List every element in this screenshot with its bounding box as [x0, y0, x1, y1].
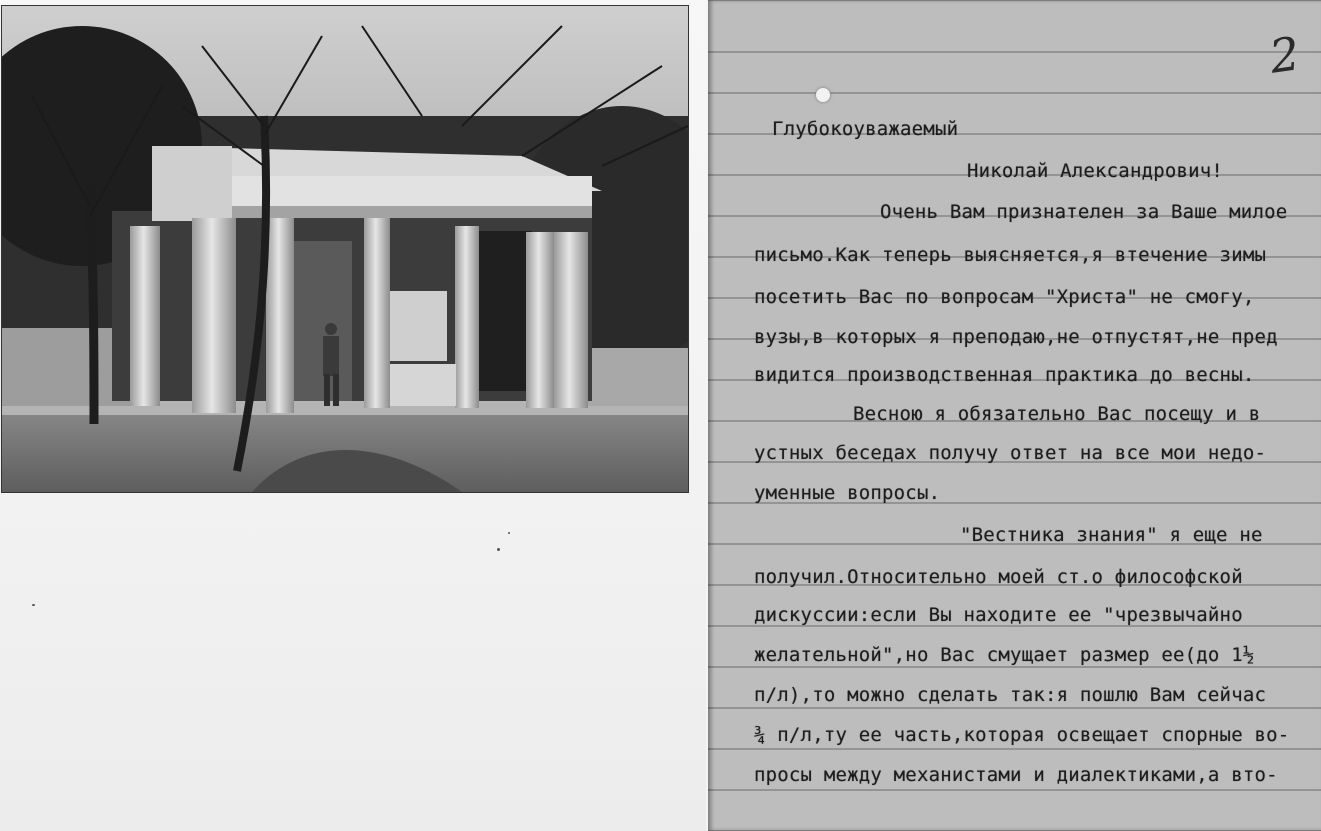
letter-line: дискуссии:если Вы находите ее "чрезвычайно [754, 604, 1243, 626]
letter-line: "Вестника знания" я еще не [960, 524, 1263, 546]
letter-line: Весною я обязательно Вас посещу и в [853, 403, 1261, 425]
letter-line: посетить Вас по вопросам "Христа" не смогу, [754, 286, 1255, 308]
letter-line: вузы,в которых я преподаю,не отпустят,не пред [754, 326, 1278, 348]
letter-line: желательной",но Вас смущает размер ее(до 1½ [754, 644, 1255, 666]
letter-line: Очень Вам признателен за Ваше милое [880, 201, 1288, 223]
typed-letter-page [708, 0, 1321, 831]
letter-line: письмо.Как теперь выясняется,я втечение зимы [754, 244, 1267, 266]
letter-line: устных беседах получу ответ на все мои недо- [754, 442, 1267, 464]
letter-line: ¾ п/л,ту ее часть,которая освещает спорные во- [754, 724, 1290, 746]
letter-line: получил.Относительно моей ст.о философской [754, 566, 1243, 588]
punch-hole [816, 88, 830, 102]
paper-speck [508, 532, 510, 534]
letter-line: Николай Александрович! [967, 160, 1224, 182]
letter-line: уменные вопросы. [754, 482, 941, 504]
paper-speck [497, 548, 500, 551]
handwritten-page-number: 2 [1266, 26, 1303, 84]
letter-line: Глубокоуважаемый [772, 118, 959, 140]
colonnade-pavilion-image [2, 6, 688, 492]
paper-speck [32, 604, 35, 606]
letter-line: просы между механистами и диалектиками,а вто- [754, 764, 1278, 786]
letter-line: п/л),то можно сделать так:я пошлю Вам сейчас [754, 684, 1267, 706]
building-photograph [2, 6, 688, 492]
letter-line: видится производственная практика до весны. [754, 364, 1255, 386]
